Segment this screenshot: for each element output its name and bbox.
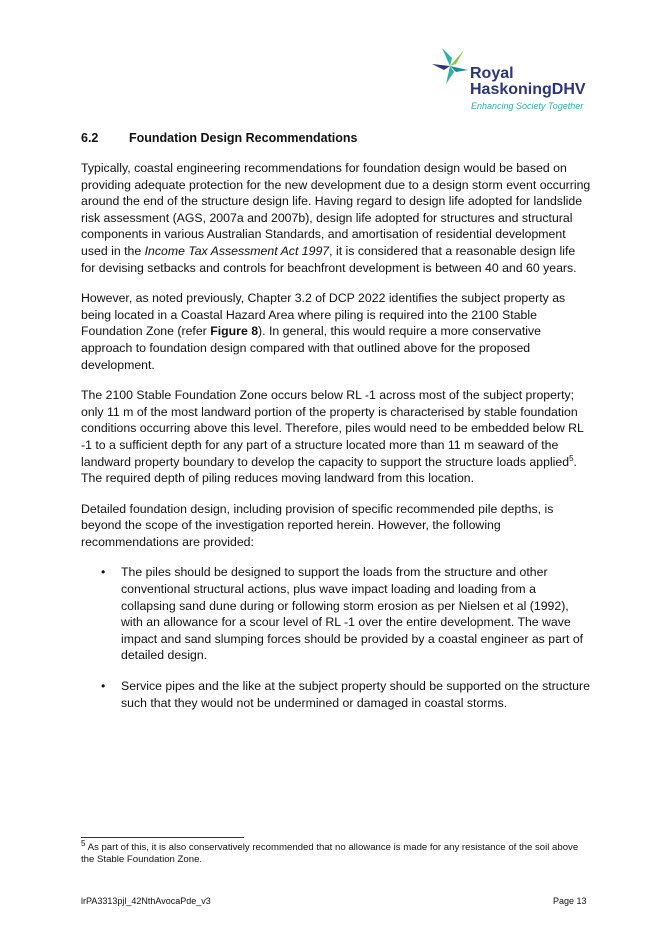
- list-item-text: Service pipes and the like at the subject property should be supported on the structure such that they would not be undermined or damaged in coastal storms.: [121, 679, 590, 710]
- paragraph-1-text-b: , it is considered that a reasonable design life for devising setbacks and controls for beachfront development is between 40 and 60 years.: [81, 243, 577, 275]
- paragraph-1: [81, 160, 591, 276]
- footnote-reference: 5: [569, 453, 574, 463]
- footnote-marker: 5: [81, 838, 86, 848]
- list-item: [81, 564, 591, 664]
- section-title: Foundation Design Recommendations: [129, 131, 358, 145]
- footnote-divider: [81, 837, 244, 838]
- footnote: [81, 838, 591, 867]
- paragraph-3-text-a: The 2100 Stable Foundation Zone occurs below RL -1 across most of the subject property; only 11 m of the most landward portion of the property is characterised by stable foundation conditions occurring above this level. Therefore, piles would need to be embedded below RL -1 to a sufficient depth for any part of a structure located more than 11 m seaward of the landward property boundary to develop the capacity to support the structure loads applied: [81, 388, 584, 469]
- paragraph-3-text-b: . The required depth of piling reduces moving landward from this location.: [81, 454, 577, 486]
- logo-tagline: Enhancing Society Together: [471, 101, 584, 111]
- logo-text-haskoning: HaskoningDHV: [470, 81, 586, 98]
- list-item: [81, 678, 591, 711]
- recommendation-list: [81, 564, 591, 711]
- logo-star-icon: [428, 44, 472, 88]
- company-logo: [428, 44, 588, 116]
- document-reference: lrPA3313pjl_42NthAvocaPde_v3: [81, 896, 211, 906]
- paragraph-2-text-a: However, as noted previously, Chapter 3.2 of DCP 2022 identifies the subject property as being located in a Coastal Hazard Area where piling is required into the 2100 Stable Foundation Zone (refer: [81, 291, 566, 339]
- page-number: Page 13: [553, 896, 587, 906]
- paragraph-4: Detailed foundation design, including provision of specific recommended pile depths, is beyond the scope of the investigation reported herein. However, the following recommendations are provided:: [81, 501, 554, 549]
- paragraph-1-text-a: Typically, coastal engineering recommendations for foundation design would be based on providing adequate protection for the new development due to a design storm event occurring around the end of the structure design life. Having regard to design life adopted for landslide risk assessment (AGS, 2007a and 2007b), design life adopted for structures and structural components in various Australian Standards, and amortisation of residential development used in the: [81, 161, 591, 258]
- section-heading: [81, 131, 358, 145]
- footnote-text: As part of this, it is also conservatively recommended that no allowance is made for any resistance of the soil above the Stable Foundation Zone.: [81, 842, 579, 866]
- bullet-icon: •: [101, 679, 106, 694]
- document-body: [81, 160, 591, 725]
- figure-reference: Figure 8: [210, 324, 259, 339]
- paragraph-2: [81, 290, 591, 373]
- bullet-icon: •: [101, 565, 106, 580]
- list-item-text: The piles should be designed to support the loads from the structure and other conventional structural actions, plus wave impact loading and loading from a collapsing sand dune during or following storm erosion as per Nielsen et al (1992), with an allowance for a scour level of RL -1 over the entire development. The wave impact and sand slumping forces should be provided by a coastal engineer as part of detailed design.: [121, 565, 584, 663]
- act-title: Income Tax Assessment Act 1997: [144, 243, 330, 258]
- paragraph-3: [81, 387, 591, 487]
- section-number: 6.2: [81, 131, 99, 145]
- logo-text-royal: Royal: [470, 65, 514, 82]
- paragraph-2-text-b: ). In general, this would require a more conservative approach to foundation design compared with that outlined above for the proposed development.: [81, 324, 542, 372]
